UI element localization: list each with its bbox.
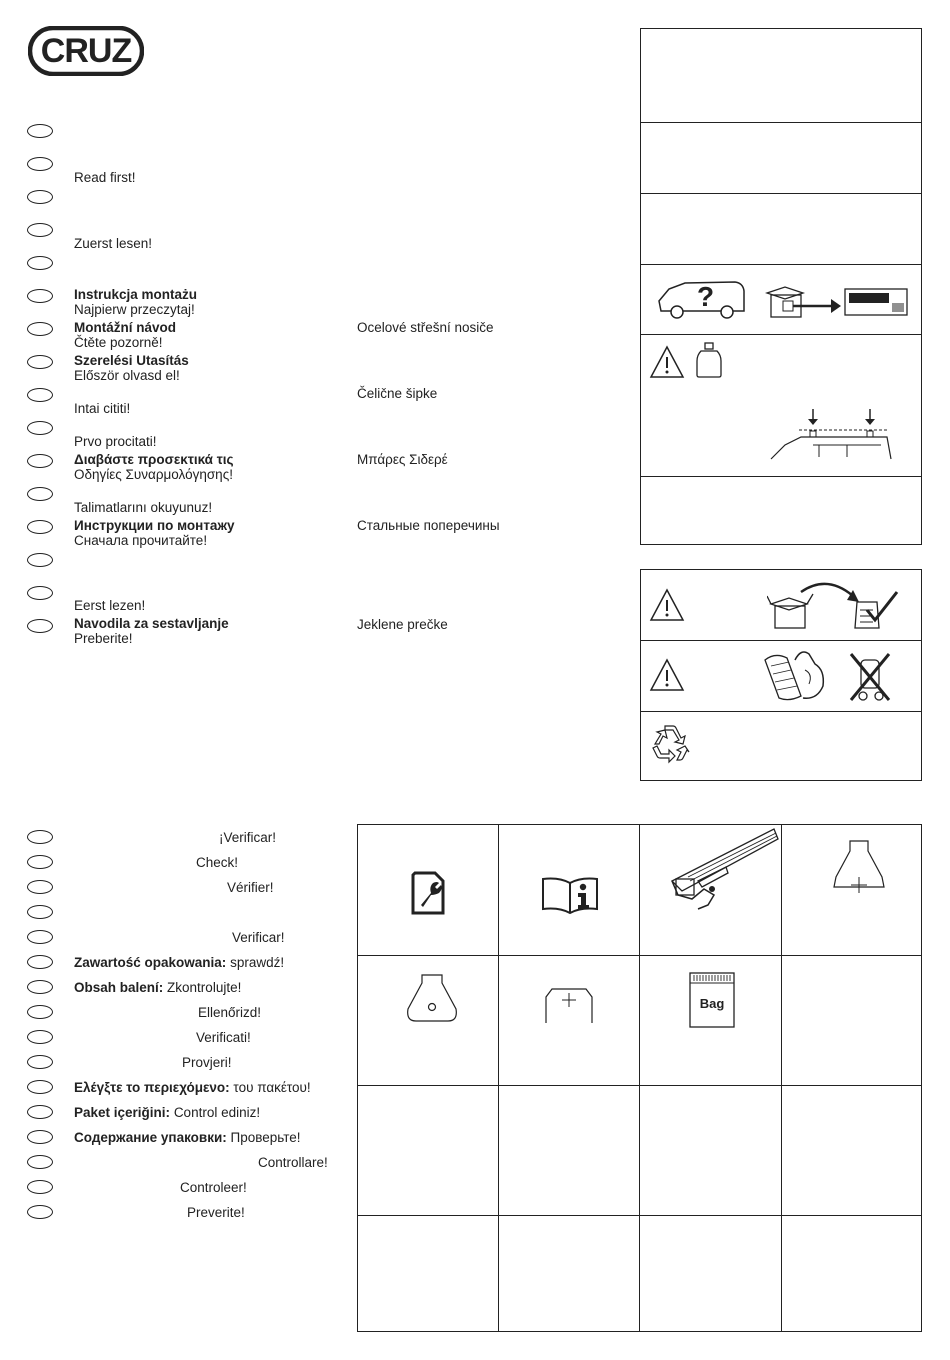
check-text: Check! bbox=[196, 855, 239, 870]
check-text: Verificati! bbox=[196, 1030, 251, 1045]
read-first-text: Instrukcja montażu bbox=[74, 287, 198, 302]
read-first-text: Οδηγίες Συναρμολόγησης! bbox=[74, 467, 233, 482]
info-book-icon bbox=[539, 875, 601, 915]
car-question-icon bbox=[655, 279, 747, 321]
language-oval bbox=[27, 1130, 53, 1144]
check-label: Содержание упаковки: bbox=[74, 1130, 227, 1145]
language-oval bbox=[27, 487, 53, 501]
product-name: Μπάρες Σιδερέ bbox=[357, 452, 448, 467]
read-first-text: Először olvasd el! bbox=[74, 368, 180, 383]
wrench-document-icon bbox=[409, 869, 447, 917]
language-oval bbox=[27, 619, 53, 633]
check-text: Vérifier! bbox=[227, 880, 274, 895]
language-oval bbox=[27, 980, 53, 994]
cruz-logo bbox=[28, 26, 144, 76]
language-oval bbox=[27, 1155, 53, 1169]
language-oval bbox=[27, 124, 53, 138]
check-row bbox=[74, 1105, 260, 1120]
language-oval bbox=[27, 1055, 53, 1069]
read-first-text: Intai cititi! bbox=[74, 401, 131, 416]
box-to-checklist-icon bbox=[767, 580, 907, 632]
read-first-text: Read first! bbox=[74, 170, 136, 185]
language-oval bbox=[27, 322, 53, 336]
language-oval bbox=[27, 355, 53, 369]
check-text: Zkontrolujte! bbox=[167, 980, 242, 995]
bracket-icon bbox=[404, 973, 460, 1025]
parts-bag-icon bbox=[688, 971, 736, 1029]
warning-panel bbox=[640, 569, 922, 781]
check-text: Verificar! bbox=[232, 930, 285, 945]
language-oval bbox=[27, 157, 53, 171]
warning-triangle-icon bbox=[649, 345, 685, 379]
read-first-text: Montážní návod bbox=[74, 320, 176, 335]
language-oval bbox=[27, 520, 53, 534]
language-oval bbox=[27, 1005, 53, 1019]
read-first-text: Navodila za sestavljanje bbox=[74, 616, 229, 631]
language-oval bbox=[27, 223, 53, 237]
product-name: Čelične šipke bbox=[357, 386, 438, 401]
check-text: Control ediniz! bbox=[173, 1105, 261, 1120]
language-oval bbox=[27, 586, 53, 600]
language-oval bbox=[27, 553, 53, 567]
recycle-icon bbox=[649, 724, 691, 768]
language-oval bbox=[27, 289, 53, 303]
check-text: Controllare! bbox=[258, 1155, 328, 1170]
check-text: Controleer! bbox=[180, 1180, 247, 1195]
language-oval bbox=[27, 190, 53, 204]
language-oval bbox=[27, 930, 53, 944]
check-row bbox=[74, 980, 241, 995]
read-first-text: Инструкции по монтажу bbox=[74, 518, 235, 533]
info-panel bbox=[640, 28, 922, 545]
language-oval bbox=[27, 421, 53, 435]
language-oval bbox=[27, 1205, 53, 1219]
check-text: sprawdź! bbox=[230, 955, 285, 970]
read-first-text: Čtěte pozorně! bbox=[74, 335, 163, 350]
language-oval bbox=[27, 855, 53, 869]
read-first-text: Szerelési Utasítás bbox=[74, 353, 189, 368]
read-first-text: Διαβάστε προσεκτικά τις bbox=[74, 452, 234, 467]
no-car-wash-icon bbox=[761, 646, 907, 708]
check-text: Provjeri! bbox=[182, 1055, 232, 1070]
language-oval bbox=[27, 1105, 53, 1119]
language-oval bbox=[27, 1180, 53, 1194]
language-oval bbox=[27, 388, 53, 402]
product-name: Ocelové střešní nosiče bbox=[357, 320, 494, 335]
language-oval bbox=[27, 905, 53, 919]
check-row bbox=[74, 1130, 301, 1145]
product-name: Стальные поперечины bbox=[357, 518, 500, 533]
language-oval bbox=[27, 256, 53, 270]
warning-triangle-icon bbox=[649, 658, 685, 692]
check-row bbox=[74, 955, 284, 970]
language-oval bbox=[27, 880, 53, 894]
warning-triangle-icon bbox=[649, 588, 685, 622]
weight-icon bbox=[695, 341, 723, 379]
read-first-text: Сначала прочитайте! bbox=[74, 533, 208, 548]
read-first-text: Najpierw przeczytaj! bbox=[74, 302, 195, 317]
roof-load-icon bbox=[769, 407, 895, 465]
read-first-text: Talimatlarını okuyunuz! bbox=[74, 500, 213, 515]
read-first-text: Zuerst lesen! bbox=[74, 236, 153, 251]
language-oval bbox=[27, 454, 53, 468]
svg-text:?: ? bbox=[697, 281, 715, 312]
language-oval bbox=[27, 830, 53, 844]
check-text: Preverite! bbox=[187, 1205, 245, 1220]
parts-grid bbox=[357, 824, 922, 1332]
check-label: Zawartość opakowania: bbox=[74, 955, 227, 970]
read-first-text: Eerst lezen! bbox=[74, 598, 146, 613]
bag-label: Bag bbox=[699, 996, 725, 1011]
rubber-pad-icon bbox=[832, 839, 886, 895]
check-text: του πακέτου! bbox=[233, 1080, 311, 1095]
check-row bbox=[74, 1080, 311, 1095]
language-oval bbox=[27, 955, 53, 969]
language-oval bbox=[27, 1080, 53, 1094]
logo-text: CRUZ bbox=[40, 32, 132, 70]
language-oval bbox=[27, 1030, 53, 1044]
check-label: Obsah balení: bbox=[74, 980, 164, 995]
product-name: Jeklene prečke bbox=[357, 617, 448, 632]
read-first-text: Preberite! bbox=[74, 631, 133, 646]
check-text: Ellenőrizd! bbox=[198, 1005, 262, 1020]
check-text: Проверьте! bbox=[230, 1130, 301, 1145]
roof-bar-foot-icon bbox=[668, 825, 780, 917]
check-label: Ελέγξτε το περιεχόμενο: bbox=[74, 1080, 230, 1095]
read-first-text: Prvo procitati! bbox=[74, 434, 157, 449]
check-text: ¡Verificar! bbox=[219, 830, 277, 845]
check-label: Paket içeriğini: bbox=[74, 1105, 171, 1120]
box-arrow-label-icon bbox=[765, 281, 911, 321]
end-cap-icon bbox=[544, 985, 594, 1025]
